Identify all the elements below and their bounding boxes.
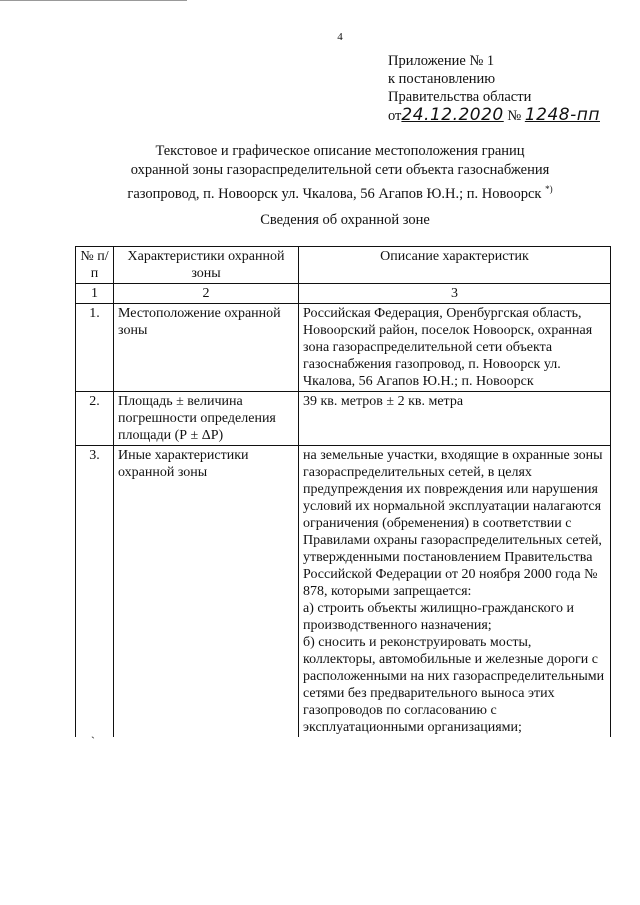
description-paragraph: на земельные участки, входящие в охранные зоны газораспределительных сетей, в целях предупреждения их повреждения или нарушения условий их нормальной эксплуатации налагаются ограничения (обременения) в соответствии с Правилами охраны газораспределительных сетей, утвержденными постановлением Правительства Российской Федерации от 20 ноября 2000 года № 878, которыми запрещается:	[303, 448, 603, 599]
row-characteristic: Площадь ± величина погрешности определения площади (Р ± ΔР)	[114, 392, 299, 446]
row-description	[299, 446, 611, 738]
appendix-line-3: Правительства области	[388, 89, 532, 105]
document-title	[90, 142, 590, 204]
index-1: 1	[76, 284, 114, 304]
title-line-3-text: газопровод, п. Новоорск ул. Чкалова, 56 Агапов Ю.Н.; п. Новоорск	[127, 185, 542, 202]
appendix-date-line	[388, 106, 600, 125]
title-line-3	[90, 180, 590, 204]
footnote-mark: *)	[545, 184, 553, 194]
appendix-block	[388, 52, 600, 125]
row-number: 1.	[76, 304, 114, 392]
row-characteristic: Местоположение охранной зоны	[114, 304, 299, 392]
table-header-row	[76, 247, 611, 284]
title-line-2: охранной зоны газораспределительной сети объекта газоснабжения	[130, 162, 550, 178]
table-index-row	[76, 284, 611, 304]
header-description: Описание характеристик	[299, 247, 611, 284]
section-title: Сведения об охранной зоне	[260, 212, 430, 228]
zone-info-table	[75, 246, 611, 737]
top-rule	[0, 0, 187, 1]
page-number: 4	[337, 31, 343, 43]
header-number: № п/п	[76, 247, 114, 284]
row-characteristic: Иные характеристики охранной зоны	[114, 446, 299, 738]
header-characteristic: Характеристики охранной зоны	[114, 247, 299, 284]
date-prefix: от	[388, 108, 402, 124]
description-paragraph: б) сносить и реконструировать мосты, коллекторы, автомобильные и железные дороги с расположенными на них газораспределительными сетями без предварительного выноса этих газопроводов по согласованию с эксплуатационными организациями;	[303, 635, 605, 735]
table-row	[76, 392, 611, 446]
appendix-line-2: к постановлению	[388, 71, 496, 87]
number-prefix: №	[507, 108, 522, 124]
handwritten-number: 1248-пп	[524, 105, 600, 125]
index-2: 2	[114, 284, 299, 304]
title-line-1: Текстовое и графическое описание местоположения границ	[155, 143, 525, 159]
row-description: Российская Федерация, Оренбургская область, Новоорский район, поселок Новоорск, охранная зона газораспределительной сети объекта газоснабжения газопровод, п. Новоорск ул. Чкалова, 56 Агапов Ю.Н.; п. Новоорск	[299, 304, 611, 392]
index-3: 3	[299, 284, 611, 304]
appendix-line-1: Приложение № 1	[388, 53, 495, 69]
row-description: 39 кв. метров ± 2 кв. метра	[299, 392, 611, 446]
table-row	[76, 446, 611, 738]
row-number: 2.	[76, 392, 114, 446]
description-paragraph: а) строить объекты жилищно-гражданского и производственного назначения;	[303, 601, 574, 633]
handwritten-date: 24.12.2020	[401, 105, 504, 125]
stray-mark: `	[91, 734, 95, 748]
table-row	[76, 304, 611, 392]
row-number: 3.	[76, 446, 114, 738]
